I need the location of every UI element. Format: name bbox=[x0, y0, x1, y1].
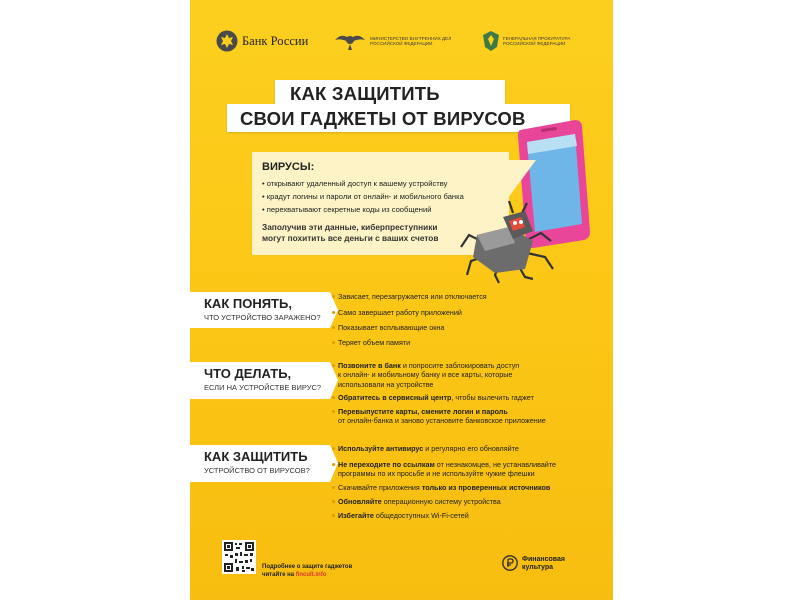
virus-item-3: • перехватывают секретные коды из сообщений bbox=[262, 205, 432, 214]
fincult-link[interactable]: fincult.info bbox=[295, 572, 327, 578]
action-item-3: Перевыпустите карты, смените логин и пароль от онлайн-банка и заново установите банковское приложение bbox=[338, 407, 546, 426]
protect-item-1: Используйте антивирус и регулярно его обновляйте bbox=[338, 444, 519, 453]
section-detect-title: КАК ПОНЯТЬ, bbox=[204, 296, 292, 311]
page-title-line2: СВОИ ГАДЖЕТЫ ОТ ВИРУСОВ bbox=[240, 108, 526, 129]
protect-item-3: Скачивайте приложения только из проверенных источников bbox=[338, 483, 551, 492]
mvd-name-line1: МИНИСТЕРСТВО ВНУТРЕННИХ ДЕЛ bbox=[370, 35, 452, 41]
action-item-2: Обратитесь в сервисный центр, чтобы вылечить гаджет bbox=[338, 393, 534, 402]
gp-name-line1: ГЕНЕРАЛЬНАЯ ПРОКУРАТУРА bbox=[503, 35, 571, 41]
detect-item-1: Зависает, перезагружается или отключается bbox=[338, 292, 487, 301]
virus-item-2: • крадут логины и пароли от онлайн- и мобильного банка bbox=[262, 192, 464, 201]
virus-bug-icon bbox=[455, 195, 560, 285]
mvd-name-line2: РОССИЙСКОЙ ФЕДЕРАЦИИ bbox=[370, 41, 433, 46]
bank-of-russia-logo bbox=[216, 30, 308, 52]
mvd-emblem-icon bbox=[333, 30, 367, 52]
bank-name: Банк России bbox=[242, 33, 309, 48]
more-info-text: Подробнее о защите гаджетов читайте на fincult.info bbox=[262, 564, 353, 578]
poster bbox=[190, 0, 613, 600]
protect-item-4: Обновляйте операционную систему устройства bbox=[338, 497, 501, 506]
section-action-arrow-icon bbox=[330, 362, 338, 399]
qr-code-icon[interactable] bbox=[222, 540, 256, 574]
section-action-title: ЧТО ДЕЛАТЬ, bbox=[204, 366, 292, 381]
section-detect-subtitle: ЧТО УСТРОЙСТВО ЗАРАЖЕНО? bbox=[204, 313, 321, 322]
ruble-logo-icon bbox=[502, 555, 518, 571]
protect-item-5: Избегайте общедоступных Wi-Fi-сетей bbox=[338, 511, 469, 520]
prosecutor-emblem-icon bbox=[482, 30, 500, 52]
virus-note-line1: Заполучив эти данные, киберпреступники bbox=[262, 222, 438, 232]
eagle-emblem-icon bbox=[216, 30, 238, 52]
section-protect-subtitle: УСТРОЙСТВО ОТ ВИРУСОВ? bbox=[204, 466, 310, 475]
detect-item-4: Теряет объем памяти bbox=[338, 338, 411, 347]
page-title-line1: КАК ЗАЩИТИТЬ bbox=[290, 83, 440, 104]
viruses-heading: ВИРУСЫ: bbox=[262, 161, 315, 173]
virus-note-line2: могут похитить все деньги с ваших счетов bbox=[262, 233, 439, 243]
prosecutor-logo bbox=[482, 30, 570, 52]
gp-name-line2: РОССИЙСКОЙ ФЕДЕРАЦИИ bbox=[503, 41, 566, 46]
detect-item-2: Само завершает работу приложений bbox=[338, 308, 462, 317]
bubble-tail-icon bbox=[508, 160, 538, 200]
detect-item-3: Показывает всплывающие окна bbox=[338, 323, 445, 332]
section-protect-title: КАК ЗАЩИТИТЬ bbox=[204, 449, 308, 464]
section-action-subtitle: ЕСЛИ НА УСТРОЙСТВЕ ВИРУС? bbox=[204, 383, 322, 392]
protect-item-2: Не переходите по ссылкам от незнакомцев, не устанавливайте программы по их просьбе и не используйте чужие флешки bbox=[338, 460, 557, 479]
action-item-1: Позвоните в банк и попросите заблокировать доступ к онлайн- и мобильному банку и все карты, которые использовали на устройстве bbox=[338, 361, 520, 389]
mvd-logo bbox=[333, 30, 451, 52]
fin-culture-brand: Финансовая культура bbox=[522, 556, 565, 571]
virus-item-1: • открывают удаленный доступ к вашему устройству bbox=[262, 179, 448, 188]
